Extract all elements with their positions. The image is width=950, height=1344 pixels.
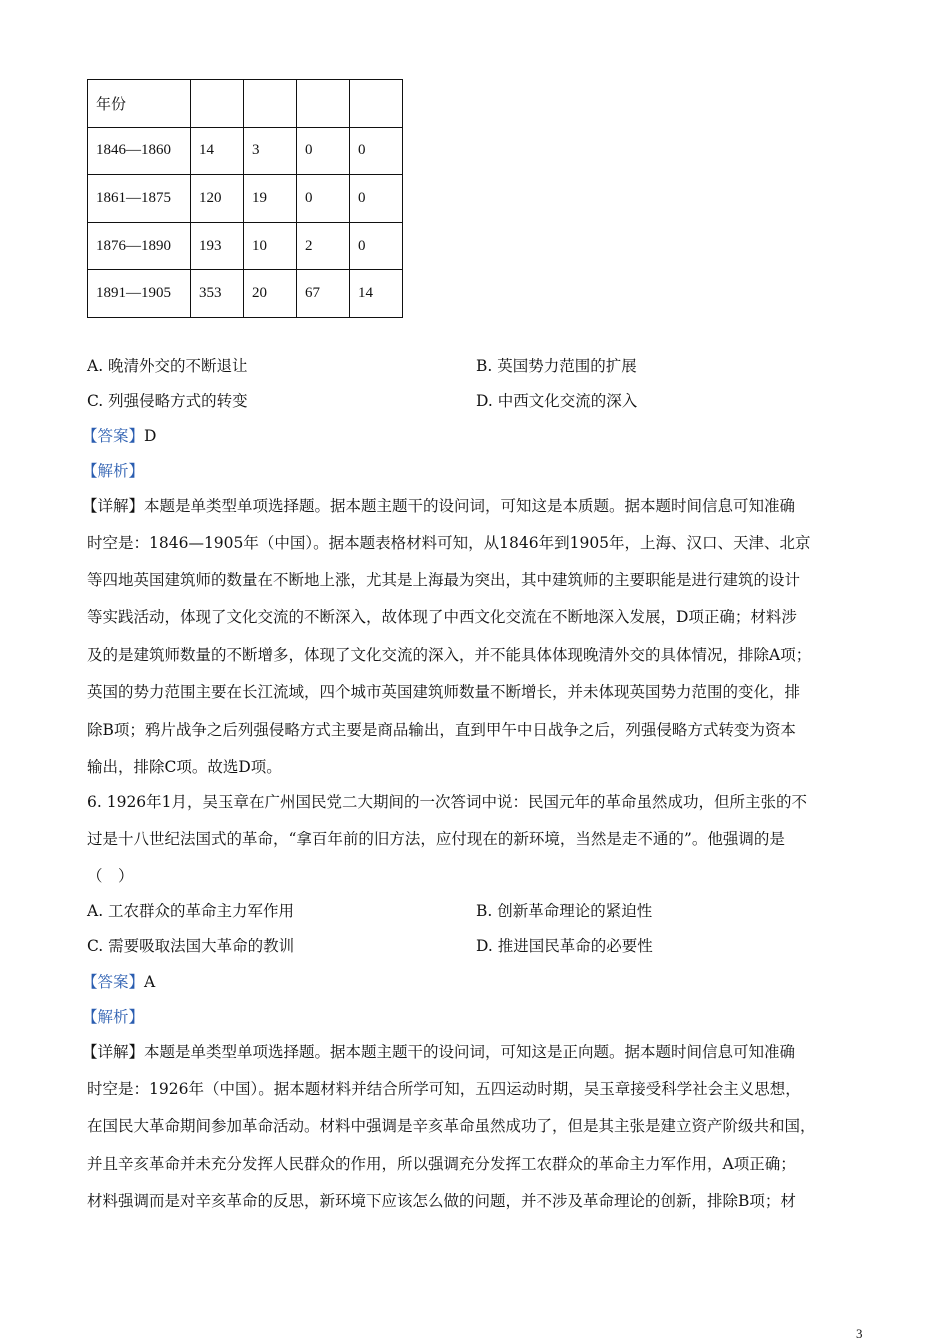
table-cell: 1846—1860	[88, 127, 191, 175]
table-cell: 120	[191, 175, 244, 223]
option-d: D. 中西文化交流的深入	[476, 392, 638, 410]
option-b: B. 英国势力范围的扩展	[476, 357, 637, 375]
table-cell: 0	[297, 127, 350, 175]
table-cell: 19	[244, 175, 297, 223]
table-row	[88, 270, 403, 318]
table-cell: 2	[297, 222, 350, 270]
table-cell: 0	[350, 127, 403, 175]
table-cell: 0	[350, 222, 403, 270]
answer	[82, 426, 156, 446]
table-cell: 1861—1875	[88, 175, 191, 223]
option-b: B. 创新革命理论的紧迫性	[476, 902, 653, 920]
answer-label: 【答案】	[82, 427, 145, 445]
detail-text: 本题是单类型单项选择题。据本题主题干的设问词，可知这是本质题。据本题时间信息可知准确	[144, 497, 796, 515]
detail-label: 【详解】	[82, 1043, 145, 1061]
detail-label: 【详解】	[82, 497, 145, 515]
table-row	[88, 127, 403, 175]
question-stem: （ ）	[87, 867, 134, 885]
question-stem: 6. 1926年1月，吴玉章在广州国民党二大期间的一次答词中说：民国元年的革命虽然成功，但所主张的不	[87, 793, 808, 811]
table-row	[88, 175, 403, 223]
answer-label: 【答案】	[82, 973, 145, 991]
table-cell: 3	[244, 127, 297, 175]
page-number: 3	[856, 1326, 863, 1341]
table-cell: 193	[191, 222, 244, 270]
option-a: A. 工农群众的革命主力军作用	[87, 902, 295, 920]
table-cell	[297, 80, 350, 128]
option-c: C. 需要吸取法国大革命的教训	[87, 937, 295, 955]
detail-line: 材料强调而是对辛亥革命的反思，新环境下应该怎么做的问题，并不涉及革命理论的创新，排除B项；材	[87, 1192, 796, 1210]
detail-line: 输出，排除C项。故选D项。	[87, 758, 282, 776]
table-cell: 0	[297, 175, 350, 223]
detail-line: 等四地英国建筑师的数量在不断地上涨，尤其是上海最为突出，其中建筑师的主要职能是进行建筑的设计	[87, 571, 801, 589]
detail-line: 等实践活动，体现了文化交流的不断深入，故体现了中西文化交流在不断地深入发展，D项正确；材料涉	[87, 608, 797, 626]
table-cell: 10	[244, 222, 297, 270]
table-cell: 1876—1890	[88, 222, 191, 270]
detail-line	[82, 496, 795, 516]
detail-line	[82, 1042, 795, 1062]
detail-line: 并且辛亥革命并未充分发挥人民群众的作用，所以强调充分发挥工农群众的革命主力军作用，A项正确；	[87, 1155, 796, 1173]
detail-text: 本题是单类型单项选择题。据本题主题干的设问词，可知这是正向题。据本题时间信息可知准确	[144, 1043, 796, 1061]
detail-line: 时空是：1846—1905年（中国）。据本题表格材料可知，从1846年到1905年，上海、汉口、天津、北京	[87, 534, 811, 552]
analysis-label: 【解析】	[82, 462, 145, 480]
option-a: A. 晚清外交的不断退让	[87, 357, 248, 375]
table-cell: 353	[191, 270, 244, 318]
table-cell	[350, 80, 403, 128]
table-cell: 20	[244, 270, 297, 318]
analysis-label: 【解析】	[82, 1008, 145, 1026]
detail-line: 在国民大革命期间参加革命活动。材料中强调是辛亥革命虽然成功了，但是其主张是建立资产阶级共和国，	[87, 1117, 816, 1135]
detail-line: 及的是建筑师数量的不断增多，体现了文化交流的深入，并不能具体体现晚清外交的具体情况，排除A项；	[87, 646, 812, 664]
option-d: D. 推进国民革命的必要性	[476, 937, 653, 955]
detail-line: 英国的势力范围主要在长江流域，四个城市英国建筑师数量不断增长，并未体现英国势力范围的变化，排	[87, 683, 801, 701]
table-cell: 14	[350, 270, 403, 318]
detail-line: 时空是：1926年（中国）。据本题材料并结合所学可知，五四运动时期，吴玉章接受科学社会主义思想，	[87, 1080, 801, 1098]
table-cell: 年份	[88, 80, 191, 128]
answer-value: A	[144, 973, 156, 991]
question-stem: 过是十八世纪法国式的革命，“拿百年前的旧方法，应付现在的新环境，当然是走不通的”。他强调的是	[87, 830, 785, 848]
detail-line: 除B项；鸦片战争之后列强侵略方式主要是商品输出，直到甲午中日战争之后，列强侵略方式转变为资本	[87, 721, 796, 739]
architects-table	[87, 79, 403, 318]
table-cell	[191, 80, 244, 128]
table-header-row	[88, 80, 403, 128]
answer-value: D	[144, 427, 157, 445]
table-cell: 1891—1905	[88, 270, 191, 318]
answer	[82, 972, 155, 992]
table-cell: 67	[297, 270, 350, 318]
option-c: C. 列强侵略方式的转变	[87, 392, 248, 410]
table-cell: 14	[191, 127, 244, 175]
table-cell: 0	[350, 175, 403, 223]
table-row	[88, 222, 403, 270]
table-cell	[244, 80, 297, 128]
